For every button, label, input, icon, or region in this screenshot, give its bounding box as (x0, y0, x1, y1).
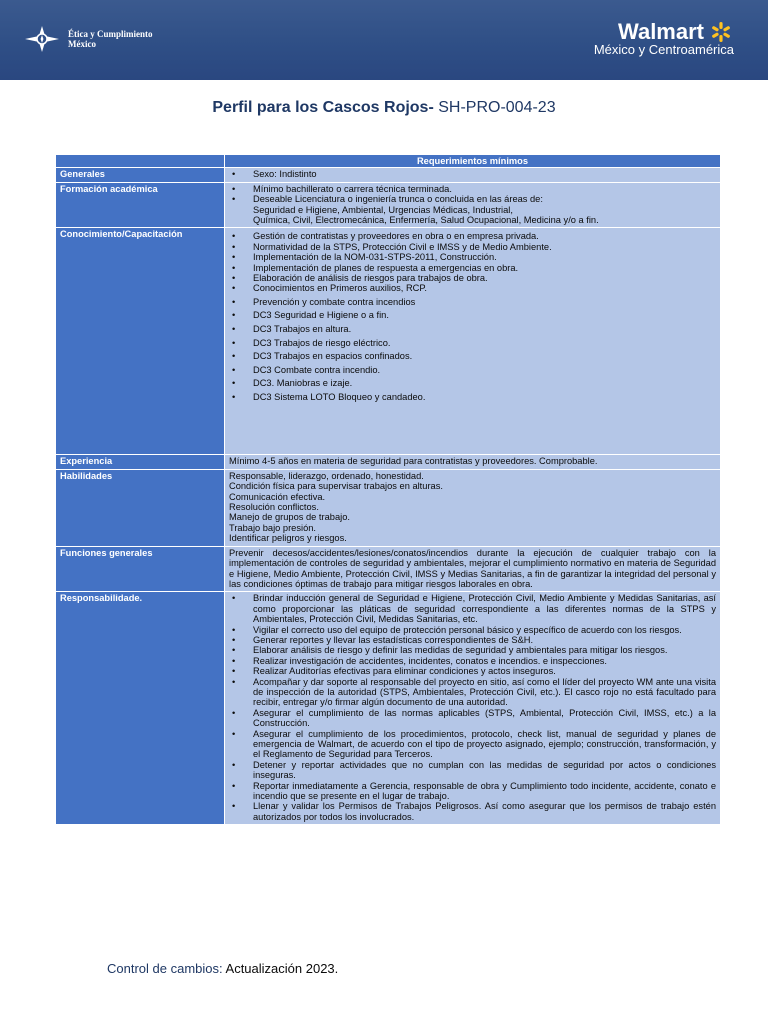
list-item: • DC3 Trabajos en altura. (229, 324, 716, 334)
table-header-title: Requerimientos mínimos (225, 155, 721, 168)
row-value-experiencia: Mínimo 4-5 años en materia de seguridad para contratistas y proveedores. Comprobable. (225, 455, 721, 469)
list-item: • Realizar investigación de accidentes, incidentes, conatos e incendios. e inspecciones. (229, 656, 716, 666)
row-value-funciones: Prevenir decesos/accidentes/lesiones/conatos/incendios durante la ejecución de cualquier trabajo con la implementación de controles de seguridad y ambientales, mejorar el cumplimiento normativo en materia de Seguridad e Higiene, Medio Ambiente, Protección Civil, IMSS y Medias Sanitarias, a fin de garantizar la integridad del personal y las condiciones óptimas de trabajo para mitigar riesgos laborales en obra. (225, 546, 721, 592)
row-funciones (56, 546, 721, 592)
list-item: • Reportar inmediatamente a Gerencia, responsable de obra y Cumplimiento todo incidente, accidente, conato e incendio que se presente en el lugar de trabajo. (229, 781, 716, 802)
walmart-subtitle: México y Centroamérica (593, 42, 734, 57)
row-label-funciones: Funciones generales (56, 546, 225, 592)
list-item: • Elaborar análisis de riesgo y definir las medidas de seguridad y ambientales para mitigar los riesgos. (229, 645, 716, 655)
list-item: • Generar reportes y llevar las estadísticas correspondientes de S&H. (229, 635, 716, 645)
row-responsabilidades (56, 592, 721, 825)
skill-line: Comunicación efectiva. (229, 491, 326, 502)
change-control-label: Control de cambios: (107, 961, 223, 976)
row-label-experiencia: Experiencia (56, 455, 225, 469)
list-item: • Mínimo bachillerato o carrera técnica terminada. (229, 184, 716, 194)
list-item: • DC3 Trabajos en espacios confinados. (229, 351, 716, 361)
row-experiencia (56, 455, 721, 469)
document-title (0, 99, 768, 117)
skill-line: Resolución conflictos. (229, 502, 319, 513)
list-item: • Asegurar el cumplimiento de las normas aplicables (STPS, Ambiental, Protección Civil, IMSS, etc.) a la Construcción. (229, 708, 716, 729)
list-item: • Gestión de contratistas y proveedores en obra o en empresa privada. (229, 231, 716, 241)
list-item: • Acompañar y dar soporte al responsable del proyecto en sitio, así como el líder del proyecto WM ante una visita de inspección de la autoridad (STPS, Ambientales, Protección Civil, etc.). El casco rojo no está facultado para recibir, entregar y/o firmar algún documento de una autoridad. (229, 677, 716, 708)
change-control (107, 961, 338, 976)
list-item: • Deseable Licenciatura o ingeniería trunca o concluida en las áreas de: (229, 194, 716, 204)
formacion-areas-line2: Química, Civil, Electromecánica, Enfermería, Salud Ocupacional, Medicina y/o a fin. (253, 215, 599, 226)
list-item: • Prevención y combate contra incendios (229, 297, 716, 307)
row-habilidades (56, 469, 721, 546)
change-control-value: Actualización 2023. (222, 961, 339, 976)
row-value-responsabilidades (225, 592, 721, 825)
row-formacion (56, 182, 721, 228)
row-value-formacion (225, 182, 721, 228)
ethics-logo-line2: México (68, 39, 96, 49)
table-header-spacer (56, 155, 225, 168)
ethics-logo-line1: Ética y Cumplimiento (68, 29, 153, 39)
list-item: • Sexo: Indistinto (229, 169, 716, 179)
formacion-areas-line1: Seguridad e Higiene, Ambiental, Urgencias Médicas, Industrial, (253, 204, 513, 215)
list-item: • Vigilar el correcto uso del equipo de protección personal básico y específico de acuerdo con los riesgos. (229, 625, 716, 635)
skill-line: Responsable, liderazgo, ordenado, honestidad. (229, 470, 424, 481)
list-item: • Conocimientos en Primeros auxilios, RCP. (229, 283, 716, 293)
list-item: • DC3 Seguridad e Higiene o a fin. (229, 310, 716, 320)
list-item: • Normatividad de la STPS, Protección Civil e IMSS y de Medio Ambiente. (229, 242, 716, 252)
row-label-formacion: Formación académica (56, 182, 225, 228)
walmart-logo (594, 20, 734, 57)
list-item: • Elaboración de análisis de riesgos para trabajos de obra. (229, 273, 716, 283)
row-label-generales: Generales (56, 168, 225, 182)
list-item: • Asegurar el cumplimiento de los procedimientos, protocolo, check list, manual de seguridad y planes de emergencia de Walmart, de acuerdo con el tipo de proyecto asignado, ejemplo; construcción, transformación, y el Reglamento de Seguridad para Terceros. (229, 729, 716, 760)
list-item: • Brindar inducción general de Seguridad e Higiene, Protección Civil, Medio Ambiente y Medidas Sanitarias, así como proporcionar las pláticas de seguridad correspondiente a las diferentes normas de la STPS y Ambientales, Protección Civil, Medidas Sanitarias, etc. (229, 593, 716, 624)
requirements-table (55, 154, 721, 825)
ethics-compass-icon (24, 25, 60, 53)
list-item: • Realizar Auditorías efectivas para eliminar condiciones y actos inseguros. (229, 666, 716, 676)
row-value-habilidades (225, 469, 721, 546)
skill-line: Condición física para supervisar trabajos en alturas. (229, 481, 443, 492)
list-item: • DC3 Trabajos de riesgo eléctrico. (229, 338, 716, 348)
row-label-responsabilidades: Responsabilidade. (56, 592, 225, 825)
row-generales (56, 168, 721, 182)
row-value-generales (225, 168, 721, 182)
list-item: • DC3 Sistema LOTO Bloqueo y candadeo. (229, 392, 716, 402)
walmart-wordmark: Walmart (618, 19, 704, 44)
ethics-logo (24, 25, 153, 53)
skill-line: Identificar peligros y riesgos. (229, 533, 347, 544)
row-value-conocimiento (225, 228, 721, 455)
list-item: • Llenar y validar los Permisos de Trabajos Peligrosos. Así como asegurar que los permisos de trabajo estén autorizados por todos los involucrados. (229, 801, 716, 822)
skill-line: Trabajo bajo presión. (229, 522, 316, 533)
title-code: SH-PRO-004-23 (433, 99, 556, 116)
title-main: Perfil para los Cascos Rojos- (212, 99, 434, 116)
skill-line: Manejo de grupos de trabajo. (229, 512, 350, 523)
row-conocimiento (56, 228, 721, 455)
list-item: • Implementación de planes de respuesta a emergencias en obra. (229, 263, 716, 273)
list-item: • Implementación de la NOM-031-STPS-2011, Construcción. (229, 252, 716, 262)
list-item: • DC3. Maniobras e izaje. (229, 378, 716, 388)
page-header-banner (0, 0, 768, 80)
table-header-row (56, 155, 721, 168)
row-label-conocimiento: Conocimiento/Capacitación (56, 228, 225, 455)
list-item: • Detener y reportar actividades que no cumplan con las medidas de seguridad por actos o condiciones inseguras. (229, 760, 716, 781)
row-label-habilidades: Habilidades (56, 469, 225, 546)
list-item: • DC3 Combate contra incendio. (229, 365, 716, 375)
walmart-spark-icon (708, 21, 734, 43)
